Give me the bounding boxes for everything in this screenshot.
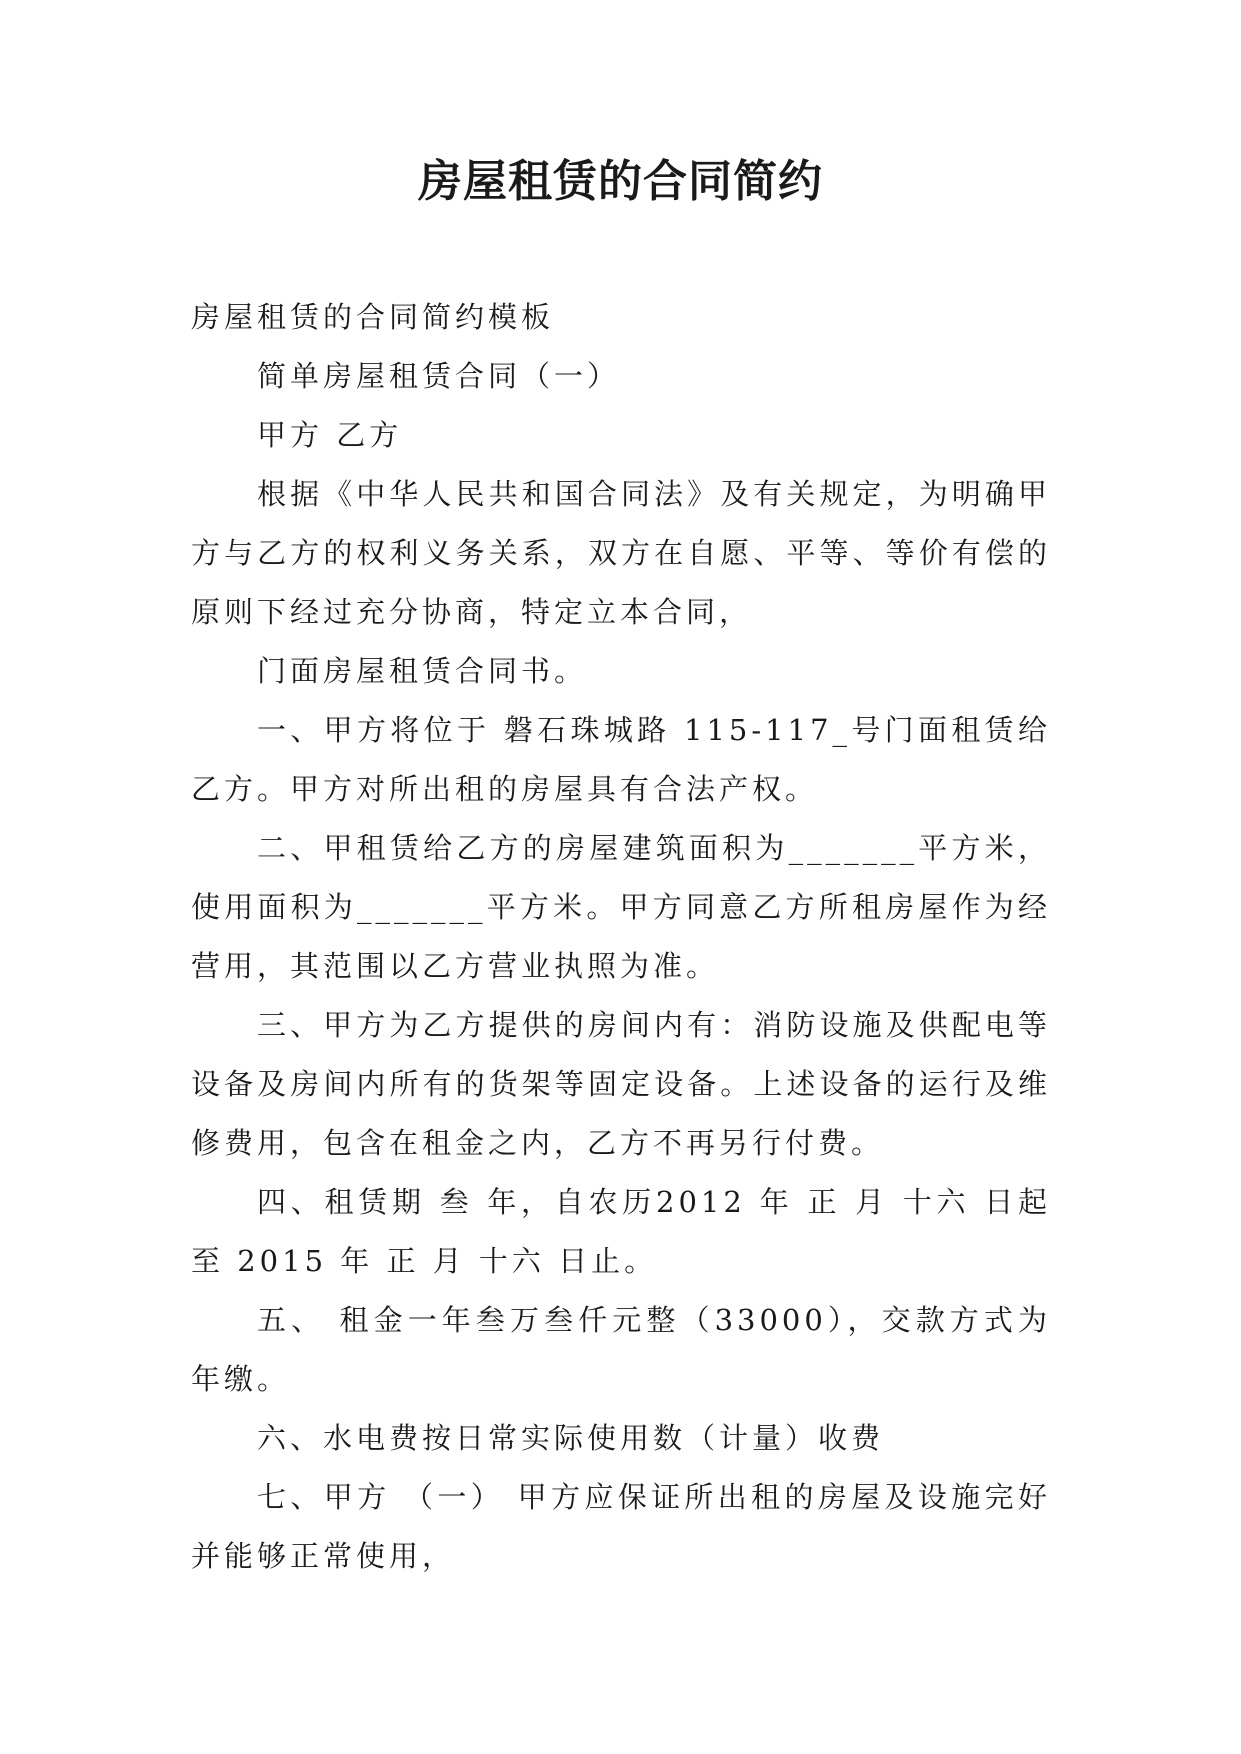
paragraph-clause-1: 一、甲方将位于 磐石珠城路 115-117_号门面租赁给乙方。甲方对所出租的房屋具有合法产权。 (191, 713, 1051, 806)
paragraph-contract-name: 门面房屋租赁合同书。 (257, 654, 588, 688)
paragraph-clause-6: 六、水电费按日常实际使用数（计量）收费 (257, 1421, 885, 1455)
paragraph-parties: 甲方 乙方 (257, 418, 403, 452)
document-title: 房屋租赁的合同简约 (418, 156, 823, 207)
paragraph-subtitle: 房屋租赁的合同简约模板 (191, 300, 555, 334)
paragraph-clause-2: 二、甲租赁给乙方的房屋建筑面积为_______平方米，使用面积为_______平方米。甲方同意乙方所租房屋作为经营用，其范围以乙方营业执照为准。 (191, 831, 1051, 983)
paragraph-clause-5: 五、 租金一年叁万叁仟元整（33000），交款方式为年缴。 (191, 1303, 1051, 1396)
paragraph-clause-4: 四、租赁期 叁 年，自农历2012 年 正 月 十六 日起至 2015 年 正 月 十六 日止。 (191, 1185, 1051, 1278)
paragraph-contract-heading: 简单房屋租赁合同（一） (257, 359, 621, 393)
paragraph-clause-7: 七、甲方 （一） 甲方应保证所出租的房屋及设施完好并能够正常使用， (191, 1480, 1051, 1573)
document-body (191, 288, 1051, 1586)
paragraph-clause-3: 三、甲方为乙方提供的房间内有：消防设施及供配电等设备及房间内所有的货架等固定设备。上述设备的运行及维修费用，包含在租金之内，乙方不再另行付费。 (191, 1008, 1051, 1160)
paragraph-preamble: 根据《中华人民共和国合同法》及有关规定，为明确甲方与乙方的权利义务关系，双方在自愿、平等、等价有偿的原则下经过充分协商，特定立本合同， (191, 477, 1051, 629)
